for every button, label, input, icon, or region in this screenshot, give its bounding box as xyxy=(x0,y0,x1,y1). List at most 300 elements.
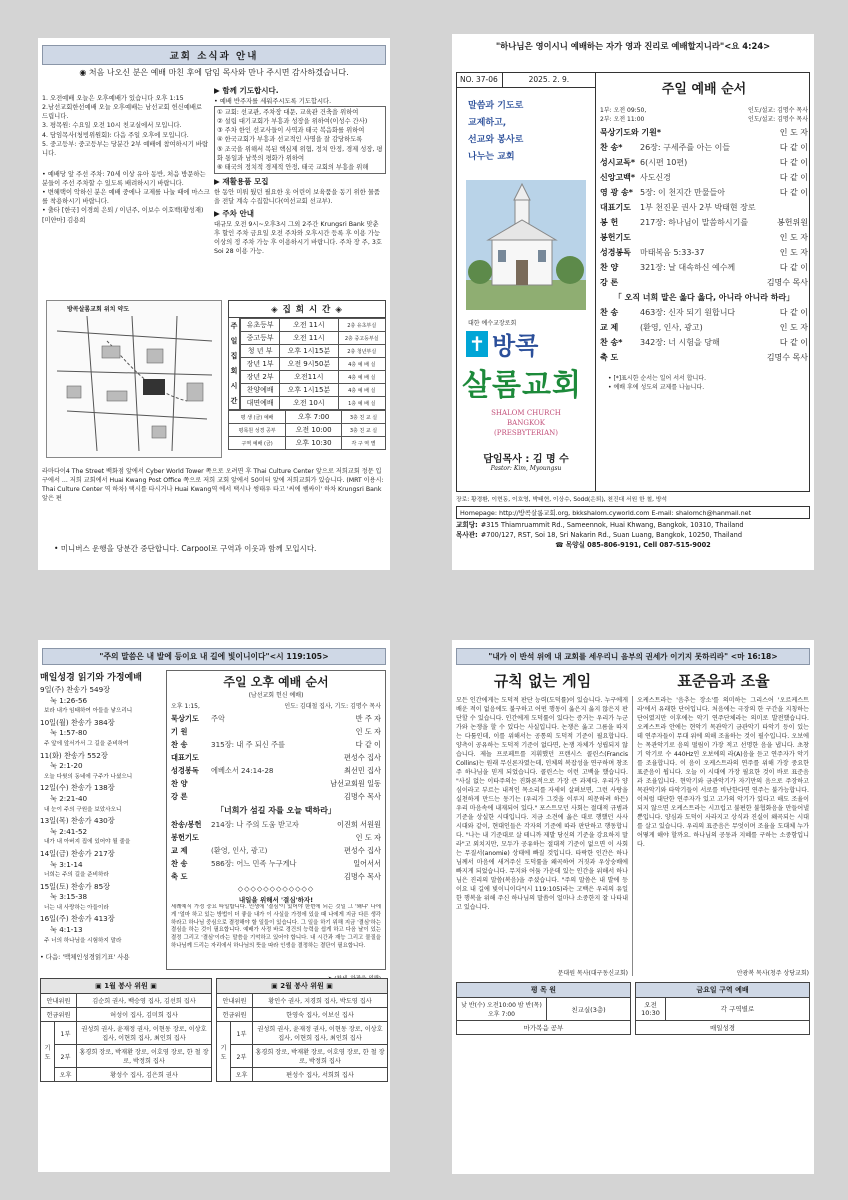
order-label: 묵상기도 xyxy=(171,714,199,723)
order-label: 기 원 xyxy=(171,727,188,736)
jan-table-title: ▣ 1월 봉사 위원 ▣ xyxy=(41,979,212,994)
order-detail xyxy=(211,777,329,790)
afternoon-quote: "주의 말씀은 내 발에 등이요 내 길에 빛이니이다"<시 119:105> xyxy=(42,648,386,665)
english-name-line: (PRESBYTERIAN) xyxy=(494,429,558,437)
order-line xyxy=(171,725,381,738)
weekday-cell: 오후 10:30 xyxy=(286,437,342,450)
cell-meeting-place: 각 구역별로 xyxy=(666,998,810,1020)
role-members: 김순희 권사, 백승영 집사, 김선희 집사 xyxy=(77,994,212,1008)
church-name-2: 살롬교회 xyxy=(462,368,582,403)
order-person: 인 도 자 xyxy=(779,128,808,137)
sunday-schedule-table xyxy=(240,318,386,410)
order-detail: 주악 xyxy=(211,714,225,723)
order-line xyxy=(171,790,381,803)
bible-study-place: 친교실(3층) xyxy=(547,998,631,1021)
church-address-label: 교회당: xyxy=(456,521,478,529)
reading-hymn: 10일(월) 찬송가 384장 xyxy=(40,717,115,727)
denomination: 대한 예수교장로회 xyxy=(468,320,517,327)
reading-hymn: 13일(목) 찬송가 430장 xyxy=(40,816,115,826)
order-detail: 342장: 너 시험을 당해 xyxy=(640,338,720,347)
notice-item: 4. 담임목사(청빙위원회): 다음 주일 오후에 모입니다. xyxy=(42,131,189,139)
order-detail xyxy=(640,125,756,140)
notice-item: 3. 평목원: 수요일 오전 10시 친교실에서 모입니다. xyxy=(42,122,182,130)
order-label: 찬 송 xyxy=(171,740,188,749)
prayer-lead: • 예배 반주자를 세워주시도록 기도합시다. xyxy=(214,97,332,105)
schedule-side-char: 간 xyxy=(230,397,238,406)
february-volunteers xyxy=(216,978,388,1082)
order-label: 찬 송* xyxy=(600,338,623,347)
role-members: 한영숙 집사, 이보신 집사 xyxy=(253,1008,388,1022)
prayer-item: ④ 한국교회가 부흥과 선교적인 사명을 잘 감당하도록 xyxy=(217,136,363,144)
service-2-leader: 인도/설교: 김명수 목사 xyxy=(747,116,808,123)
schedule-side-char: 시 xyxy=(230,382,238,391)
order-line xyxy=(171,857,381,870)
church-logo xyxy=(466,326,538,361)
order-person: 인 도 자 xyxy=(355,833,381,842)
notice-item: 2.남선교회한선예배 오늘 오후예배는 남선교회 헌신예배로 드립니다. xyxy=(42,104,203,121)
order-label: 축 도 xyxy=(600,353,619,362)
schedule-row xyxy=(241,345,386,358)
schedule-cell: 대면예배 xyxy=(241,397,280,410)
order-person: 인 도 자 xyxy=(355,727,381,736)
reading-verse: 주 너의 하나님을 시험하지 말라 xyxy=(44,937,122,944)
january-volunteers xyxy=(40,978,212,1082)
order-line xyxy=(600,245,808,260)
bible-study-topic: 마가복음 공부 xyxy=(457,1021,631,1035)
role-members: 황인수 권사, 지경희 집사, 박도영 집사 xyxy=(253,994,388,1008)
weekday-cell: 각 구 역 별 xyxy=(342,437,386,450)
order-label: 찬 송 xyxy=(600,308,619,317)
slogan-line: 나누는 교회 xyxy=(468,152,515,162)
order-person xyxy=(756,200,808,215)
schedule-cell: 오후 1시15분 xyxy=(280,345,338,358)
order-person: 김명수 목사 xyxy=(343,792,381,801)
order-detail xyxy=(640,230,756,245)
weekday-cell: 평목원 성경 공부 xyxy=(229,424,286,437)
order-line xyxy=(171,831,381,844)
afternoon-order xyxy=(166,670,386,970)
order-person: 김명수 목사 xyxy=(343,872,381,881)
order-label: 찬 양 xyxy=(600,263,619,272)
service-members: 권성희 권사, 윤재정 권사, 이현동 장로, 이상호 집사, 이현희 집사, 최인희 집사 xyxy=(253,1022,388,1045)
order-detail: (환영, 인사, 광고) xyxy=(640,323,703,332)
schedule-cell: 2층 유초부실 xyxy=(338,319,385,332)
order-label: 성경봉독 xyxy=(600,248,631,257)
sermon-title: 「 오직 너희 말은 옳다 옳다, 아니라 아니라 하라」 xyxy=(613,293,795,302)
order-person: 다 같 이 xyxy=(779,338,808,347)
note-item: • 출타 [한국] 이경희 은퇴 / 이년주, 이보수 이호백(황성재) [미얀마] 김용희 xyxy=(42,207,204,224)
slogan-line: 말씀과 기도로 xyxy=(468,101,524,111)
divider: ◇◇◇◇◇◇◇◇◇◇◇◇ xyxy=(237,885,315,893)
bible-study-table xyxy=(456,982,631,1035)
note-item: • 변혜택이 악하신 분은 예배 중에나 교제를 나눌 때에 마스크를 착용하시기 바랍니다. xyxy=(42,189,210,206)
reading-day xyxy=(40,751,162,783)
order-detail: 463장: 신자 되기 원합니다 xyxy=(640,308,736,317)
weekday-cell: 평 생 (금) 예배 xyxy=(229,411,286,424)
material-title: ▶ 재활용품 모집 xyxy=(214,176,269,186)
role-label: 안내위원 xyxy=(217,994,253,1008)
weekday-row xyxy=(229,411,386,424)
cover-panel xyxy=(452,34,814,570)
reading-hymn: 16일(주) 찬송가 413장 xyxy=(40,914,115,924)
order-detail: 에베소서 24:14-28 xyxy=(211,766,274,775)
order-person: 다 같 이 xyxy=(779,263,808,272)
reading-verse: 너희는 주의 길을 준비하라 xyxy=(44,872,109,879)
order-line xyxy=(600,320,808,335)
footnote: • 예배 후에 성도의 교제를 나눕니다. xyxy=(608,384,705,391)
order-label: 강 론 xyxy=(600,278,619,287)
schedule-row xyxy=(241,371,386,384)
role-label: 헌금위원 xyxy=(41,1008,77,1022)
order-detail: 217장: 하나님이 말씀하시기를 xyxy=(640,218,749,227)
reading-passage: 눅 2:1-20 xyxy=(50,761,83,771)
reading-passage: 눅 3:1-14 xyxy=(50,859,83,869)
order-detail xyxy=(211,725,329,738)
note-item: • 예배당 앞 주선 주차: 70세 이상 유아 동반, 처음 방문하는 분들이 주선 주차할 수 있도록 배려하시기 바랍니다. xyxy=(42,170,206,187)
order-label: 교 제 xyxy=(600,323,619,332)
schedule-box xyxy=(228,300,386,450)
weekday-cell: 오전 10:00 xyxy=(286,424,342,437)
article-1-source: 문대원 목사(대구동신교회) xyxy=(557,970,628,977)
schedule-cell: 장년 2부 xyxy=(241,371,280,384)
parsonage-address-label: 목사관: xyxy=(456,531,478,539)
order-line xyxy=(171,764,381,777)
schedule-side-char: 회 xyxy=(230,367,238,376)
articles-panel xyxy=(452,640,814,1174)
reading-day xyxy=(40,882,162,914)
parking-title: ▶ 주차 안내 xyxy=(214,209,254,218)
service-2-time: 2부: 오전 11:00 xyxy=(600,116,645,123)
order-label: 대표기도 xyxy=(600,203,631,212)
slogan-line: 교제하고, xyxy=(468,118,507,128)
order-detail: (환영, 인사, 광고) xyxy=(211,846,268,855)
reading-hymn: 11(화) 찬송가 552장 xyxy=(40,750,108,760)
order-person: 인 도 자 xyxy=(779,233,808,242)
weekday-row xyxy=(229,424,386,437)
weekday-meetings xyxy=(456,982,810,1035)
reading-verse: 주 앞에 앞서가서 그 길을 준비하여 xyxy=(44,740,129,747)
order-line xyxy=(600,305,808,320)
slogan-line: 선교와 봉사로 xyxy=(468,135,524,145)
order-label: 성시교독* xyxy=(600,158,636,167)
cover-left xyxy=(456,72,596,492)
order-label: 묵상기도와 기원* xyxy=(600,128,662,137)
schedule-cell: 2층 청년부실 xyxy=(338,345,385,358)
reading-day xyxy=(40,849,162,881)
afternoon-subtitle: (남선교회 헌신 예배) xyxy=(248,692,304,699)
reading-verse: 오늘 다윗의 동네에 구주가 나셨으니 xyxy=(44,773,133,780)
article-2-title: 표준음과 조율 xyxy=(677,672,770,690)
prayer-item: ③ 주차 한인 선교사들이 사역과 태국 복음화를 위하여 xyxy=(217,127,365,135)
schedule-cell: 오전 11시 xyxy=(280,332,338,345)
schedule-cell: 2층 중고등부실 xyxy=(338,332,385,345)
order-line xyxy=(600,230,808,245)
order-person: 봉헌위원 xyxy=(777,218,808,227)
order-line xyxy=(171,870,381,883)
directions-text: 라마다이4 The Street 백화점 앞에서 Cyber World Tower 쪽으로 오려면 후 Thai Culture Center 앞으로 저희교회 정문 입구에서 ... 저희 교회에서 Huai Kwang Post Office 쪽으로 저희 교회 앞에서 50미터 앞에 저희교회가 있습니다. (MRT 이용시: Thai Culture Center 역 하차) 택시를 타시거나 Huai Kwang역 에서 택시나 썽태우 타고 '씨에 쌤싸이' 하차 Krungsri Bank 앞은 편 xyxy=(42,468,384,502)
article-1-title: 규칙 없는 게임 xyxy=(493,672,592,690)
articles-quote: "내가 이 반석 위에 내 교회를 세우리니 음부의 권세가 이기지 못하리라" <마 16:18> xyxy=(456,648,810,665)
cell-meeting-table xyxy=(635,982,810,1035)
order-label: 축 도 xyxy=(171,872,188,881)
order-line xyxy=(600,200,808,215)
reading-plan xyxy=(40,670,162,961)
order-person: 편성수 집사 xyxy=(343,846,381,855)
bible-study-time: 낮 반(수) 오전10:00 밤 반(목) 오후 7:00 xyxy=(457,998,547,1021)
order-detail xyxy=(640,275,756,290)
order-person: 다 같 이 xyxy=(779,308,808,317)
order-line xyxy=(600,155,808,170)
order-detail: 586장: 어느 민족 누구게나 xyxy=(211,859,297,868)
order-line xyxy=(171,844,381,857)
reading-hymn: 9일(주) 찬송가 549장 xyxy=(40,685,111,694)
reading-verse: 내 눈이 주의 구원을 보았사오니 xyxy=(44,806,122,813)
order-label: 찬송/봉헌 xyxy=(171,820,202,829)
order-label: 봉 헌 xyxy=(600,218,619,227)
afternoon-leader: 인도: 김대철 집사, 기도: 김명수 목사 xyxy=(284,703,381,710)
order-line xyxy=(600,185,808,200)
order-person: 최선민 집사 xyxy=(343,766,381,775)
order-detail xyxy=(211,751,329,764)
essay-text: 세례예식 가정 중요 타일합니다. 인생에 '결심'이 있어야 한번에 되는 것일 그 '왜냐' 나에게 '얼마 하고 있는 방법이 더 좋을 내가 이 사실을 가정에 있을 때 나에게 지금 다른 생각하라고 하나님 중심으로 결정해야 할 일들이 있습니다. 그 일을 하기 위해 지금 '결심'하는 결심을 하는 것이 필요합니다. 예배가 사정 바로 경건의 능력을 쉽게 하고 다음 날이 있는 결정 그리고 '결심'이라는 말씀을 기억하고 있어야 합니다. 내 시간과 재능 그리고 물질을 하나님께 드리는 자리에서 하나님의 뜻을 따라 인생을 결정하는 결단이 필요합니다. xyxy=(171,904,381,950)
weekday-cell: 3층 친 교 실 xyxy=(342,411,386,424)
homepage-line: Homepage: http://방콕살롬교회.org, bkkshalom.cyworld.com E-mail: shalomch@hanmail.net xyxy=(456,506,810,519)
reading-passage: 눅 3:15-38 xyxy=(50,892,88,902)
schedule-cell: 오전11시 xyxy=(280,371,338,384)
cover-quote: "하나님은 영이시니 예배하는 자가 영과 진리로 예배할지니라"<요 4:24> xyxy=(495,41,771,51)
schedule-side-char: 주 xyxy=(230,321,238,330)
order-line xyxy=(600,215,808,230)
schedule-cell: 오전 10시 xyxy=(280,397,338,410)
order-label: 교 제 xyxy=(171,846,188,855)
cell-meeting-topic: 매일성경 xyxy=(636,1020,810,1034)
order-line xyxy=(171,818,381,831)
role-label: 안내위원 xyxy=(41,994,77,1008)
location-map xyxy=(46,300,222,458)
order-label: 찬 송* xyxy=(600,143,623,152)
news-title: 교회 소식과 안내 xyxy=(42,45,386,65)
order-line xyxy=(600,260,808,275)
order-line xyxy=(600,125,808,140)
reading-verse: 너는 내 사랑하는 아들이라 xyxy=(44,904,109,911)
schedule-cell: 찬양예배 xyxy=(241,384,280,397)
weekday-cell: 3층 친 교 실 xyxy=(342,424,386,437)
schedule-row xyxy=(241,332,386,345)
reading-day xyxy=(40,718,162,750)
reading-title: 매일성경 읽기와 가정예배 xyxy=(40,673,142,683)
prayer-item: ⑥ 태국의 정치적 경제적 안정, 태국 교회의 부흥을 위해 xyxy=(217,163,369,171)
role-members: 허성이 집사, 김미희 집사 xyxy=(77,1008,212,1022)
church-slogan xyxy=(468,98,595,166)
order-person: 이진희 서원원 xyxy=(337,820,381,829)
reading-day xyxy=(40,816,162,848)
notices-column xyxy=(42,94,210,225)
article-2-source: 안광복 목사(청주 상당교회) xyxy=(736,970,809,977)
notice-item: 5. 중고등부: 중고등부는 당분간 2부 예배에 참여하시기 바랍니다. xyxy=(42,140,209,157)
prayer-column xyxy=(214,86,386,256)
service-members: 홍경희 장로, 박재환 장로, 이호영 장로, 한 철 장로, 박정희 집사 xyxy=(253,1045,388,1068)
order-person: 다 같 이 xyxy=(355,740,381,749)
order-person: 다 같 이 xyxy=(779,143,808,152)
order-label: 봉헌기도 xyxy=(600,233,631,242)
church-address: #315 Thiamruammit Rd., Sameennok, Huai Khwang, Bangkok, 10310, Thailand xyxy=(480,521,744,529)
schedule-row xyxy=(241,397,386,410)
church-photo xyxy=(466,180,586,310)
reading-hymn: 14일(금) 찬송가 217장 xyxy=(40,848,115,858)
service-label: 1부 xyxy=(55,1022,77,1045)
map-title: 방콕살롬교회 위치 약도 xyxy=(67,306,130,313)
service-label: 오후 xyxy=(231,1068,253,1082)
reading-passage: 눅 2:21-40 xyxy=(50,793,88,803)
order-line xyxy=(600,275,808,290)
afternoon-time: 오후 1:15, xyxy=(171,703,200,710)
schedule-side-char: 집 xyxy=(230,351,238,360)
service-members: 편성수 집사, 서희희 집사 xyxy=(253,1068,388,1082)
service-label: 1부 xyxy=(231,1022,253,1045)
schedule-cell: 오전 9시50분 xyxy=(280,358,338,371)
news-panel xyxy=(38,38,390,570)
order-detail xyxy=(211,790,329,803)
reading-day xyxy=(40,914,162,946)
schedule-cell: 중고등부 xyxy=(241,332,280,345)
minibus-note: • 미니버스 운행을 당분간 중단합니다. Carpool로 구역과 이웃과 함께 모입시다. xyxy=(54,544,317,553)
worship-title: 주일 예배 순서 xyxy=(661,82,747,97)
order-detail: 마태복음 5:33-37 xyxy=(640,248,705,257)
parking-text: 대규모 오전 9시~오후3시 그외 2주간 Krungsri Bank 맞춘 후 할인 주차 금요일 오전 주차와 오후시간 등록 후 이용 가능 이상의 정 주차 가능 후 이용하시기 바랍니다. 주차 장 주, 3호 Soi 28 이용 가능. xyxy=(214,220,382,256)
map-drawing xyxy=(47,301,221,457)
service-label: 2부 xyxy=(55,1045,77,1068)
order-person: 인 도 자 xyxy=(779,248,808,257)
order-label: 강 론 xyxy=(171,792,188,801)
reading-verse: 내가 내 아버지 집에 있어야 될 줄을 xyxy=(44,839,131,846)
order-line xyxy=(600,170,808,185)
order-detail xyxy=(211,870,329,883)
worship-order xyxy=(600,74,808,391)
order-line xyxy=(600,335,808,350)
order-label: 대표기도 xyxy=(171,753,199,762)
order-person: 반 주 자 xyxy=(355,714,381,723)
reading-day xyxy=(40,783,162,815)
elders-list: 장로: 황경환, 이현동, 이호영, 박태현, 이상수, Sodd(은퇴), 천진대 서원 한 철, 방석 xyxy=(456,497,668,503)
schedule-cell: 4층 예 배 실 xyxy=(338,384,385,397)
schedule-side-char: 일 xyxy=(230,336,238,345)
order-detail xyxy=(640,350,756,365)
english-name-line: BANGKOK xyxy=(507,419,545,427)
prayer-label: 기 도 xyxy=(41,1022,55,1082)
order-label: 성경봉독 xyxy=(171,766,199,775)
weekday-row xyxy=(229,437,386,450)
prayer-label: 기 도 xyxy=(217,1022,231,1082)
order-line xyxy=(171,751,381,764)
service-members: 홍경희 장로, 박재환 장로, 이호영 장로, 한 철 장로, 박정희 집사 xyxy=(77,1045,212,1068)
reading-hymn: 12일(수) 찬송가 138장 xyxy=(40,783,115,793)
cell-meeting-title: 금요일 구역 예배 xyxy=(636,983,810,998)
phone-line: ☎ 목양실 085-806-9191, Cell 087-515-9002 xyxy=(555,541,711,549)
church-marker xyxy=(143,379,165,395)
order-detail xyxy=(211,831,329,844)
reading-day xyxy=(40,685,162,717)
order-person: 다 같 이 xyxy=(779,188,808,197)
reading-passage: 눅 1:57-80 xyxy=(50,728,88,738)
notice-item: 1. 오전예배 오늘은 오후예배가 있습니다 오후 1:15 xyxy=(42,95,184,102)
order-label: 봉헌기도 xyxy=(171,833,199,842)
afternoon-panel xyxy=(38,640,390,1172)
schedule-cell: 4층 예 배 실 xyxy=(338,371,385,384)
schedule-cell: 청 년 부 xyxy=(241,345,280,358)
order-line xyxy=(600,140,808,155)
afternoon-sermon: 「너희가 섬길 자를 오늘 택하라」 xyxy=(216,806,336,815)
material-text: 한 동안 미뤄 뒀던 필요한 옷 어린이 보육품을 동기 위한 물품을 전달 계속 수집합니다(여선교회 선교부). xyxy=(214,188,381,205)
prayer-item: ⑤ 조국을 위해서 복된 핵심제 위협, 정치 안정, 경제 성장, 평화 통일과 남북의 평화가 위하여 xyxy=(217,145,383,162)
service-label: 오후 xyxy=(55,1068,77,1082)
order-line xyxy=(171,777,381,790)
order-person: 김명수 목사 xyxy=(766,278,808,287)
order-detail: 315장: 내 주 되신 주를 xyxy=(211,740,285,749)
weekday-cell: 오후 7:00 xyxy=(286,411,342,424)
reading-passage: 눅 2:41-52 xyxy=(50,826,88,836)
parsonage-address: #700/127, RST, Soi 18, Sri Nakarin Rd., Suan Luang, Bangkok, 10250, Thailand xyxy=(480,531,743,539)
article-1-text: 모든 인간에게는 도덕적 판단 능력(도덕률)이 있습니다. 누구에게 배운 적이 없음에도 불구하고 어떤 행동이 옳은지 옳지 않은지 판단할 수 있습니다. 인간에게 도덕률이 있다는 증거는 우리가 누군가와 논쟁을 할 수 있다는 사실입니다. 논쟁은 옳고 그름을 따지는 다툼인데, 이를 위해서는 공통의 도덕적 기준이 필요합니다. 양측이 공유하는 도덕적 기준이 없다면, 논쟁 자체가 성립되지 않습니다. 제놀 프로페트를 지휘했던 프랜시스 콜린스(Francis Collins)는 원래 무신론자였는데, 인체의 복잡성을 연구하며 창조주 하나님을 믿게 되었습니다. 콜린스는 이런 고백을 했습니다. "사실 없는 이타주의는 진화론적으로 가장 큰 과제다. 우리가 양심이라고 부르는 내적인 목소리를 자세히 살펴보면, 그런 사랑을 실천하게 만드는 동기는 (우리가 그것을 이루지 의문하려 하든) 우리 마음속에 내재되어 있다." 포스트모던 사회는 절대적 규범과 기준을 상실한 시대입니다. 지금 소견에 옳은 대로 행했던 사사 시대와 같이, 현대인들은 각자의 기준에 따라 판단하고 행동합니다. "나는 내 기준대로 살 테니까 제발 당신의 기준을 강요하지 말라"고 외치지만, 모두가 공유하는 절대적 기준이 없으면 이 사회는 무질서(anomie) 상태에 빠질 것입니다. 타락한 인간은 하나님께서 마음에 새겨주신 도덕률을 왜곡하여 거짓과 우상숭배에 빠지게 되었습니다. 무지와 어둠 가운데 있는 인간을 위해서 하나님은 진리의 말씀(복음)을 주셨습니다. "주의 말씀은 내 발에 등이요 내 길에 빛이니이다"(시 119:105)라는 고백은 우리의 유일한 행복을 위해 주신 하나님의 말씀이 얼마나 소중한지 잘 나타내고 있습니다. xyxy=(456,697,628,912)
schedule-row xyxy=(241,358,386,371)
schedule-cell: 4층 예 배 실 xyxy=(338,358,385,371)
issue-date: 2025. 2. 9. xyxy=(528,75,570,84)
afternoon-title: 주일 오후 예배 순서 xyxy=(223,675,329,689)
order-person: 일어서서 xyxy=(353,859,381,868)
service-members: 황성수 집사, 김은희 권사 xyxy=(77,1068,212,1082)
reading-passage: 눅 4:1-13 xyxy=(50,925,83,935)
cross-icon: ✝ xyxy=(466,331,488,357)
schedule-cell: 1층 예 배 실 xyxy=(338,397,385,410)
order-person: 다 같 이 xyxy=(779,173,808,182)
reading-passage: 눅 1:26-56 xyxy=(50,695,88,705)
service-1-leader: 인도/설교: 김명수 목사 xyxy=(747,107,808,114)
order-label: 찬 양 xyxy=(171,779,188,788)
order-person: 김명수 목사 xyxy=(766,353,808,362)
schedule-cell: 장년 1부 xyxy=(241,358,280,371)
address-block xyxy=(456,520,810,550)
order-detail: 1부 천진문 권사 2부 박태현 장로 xyxy=(640,203,756,212)
pastor-name: 담임목사 : 김 명 수 xyxy=(483,454,569,465)
issue-number: NO. 37-06 xyxy=(456,72,503,87)
schedule-cell: 유초등부 xyxy=(241,319,280,332)
essay-title: 내일을 위해서 '결심'하자! xyxy=(238,896,314,904)
english-name-line: SHALOM CHURCH xyxy=(491,409,561,417)
pastor-name-english: Pastor: Kim, Myoungsu xyxy=(490,465,562,472)
order-person: 편성수 집사 xyxy=(343,753,381,762)
prayer-title: ▶ 함께 기도합시다. xyxy=(214,86,279,95)
weekday-schedule-table xyxy=(228,410,386,450)
order-detail: 6(시편 10편) xyxy=(640,158,688,167)
schedule-row xyxy=(241,319,386,332)
schedule-cell: 오전 11시 xyxy=(280,319,338,332)
schedule-cell: 오후 1시15분 xyxy=(280,384,338,397)
order-person: 남선교회원 일동 xyxy=(330,779,381,788)
order-detail: 26장: 구세주를 아는 이들 xyxy=(640,143,731,152)
order-detail: 214장: 나 주의 도움 받고자 xyxy=(211,820,299,829)
order-line xyxy=(171,738,381,751)
feb-table-title: ▣ 2월 봉사 위원 ▣ xyxy=(217,979,388,994)
order-line xyxy=(171,712,381,725)
order-label: 영 광 송* xyxy=(600,188,633,197)
schedule-title: ◈ 집 회 시 간 ◈ xyxy=(228,300,386,318)
order-person: 다 같 이 xyxy=(779,158,808,167)
welcome-note: ◉ 처음 나오신 분은 예배 마친 후에 담임 목사와 만나 주시면 감사하겠습니다. xyxy=(79,68,349,77)
prayer-item: ② 설립 대기교회가 부흥과 성장을 위하여(이성수 간사) xyxy=(217,118,368,126)
footnote: • [*]표시한 순서는 일어 서서 합니다. xyxy=(608,375,707,382)
order-label: 찬 송 xyxy=(171,859,188,868)
prayer-item: ① 교회: 선교관, 주차장 대문, 교육관 건축을 위하여 xyxy=(217,109,359,116)
order-label: 신앙고백* xyxy=(600,173,636,182)
